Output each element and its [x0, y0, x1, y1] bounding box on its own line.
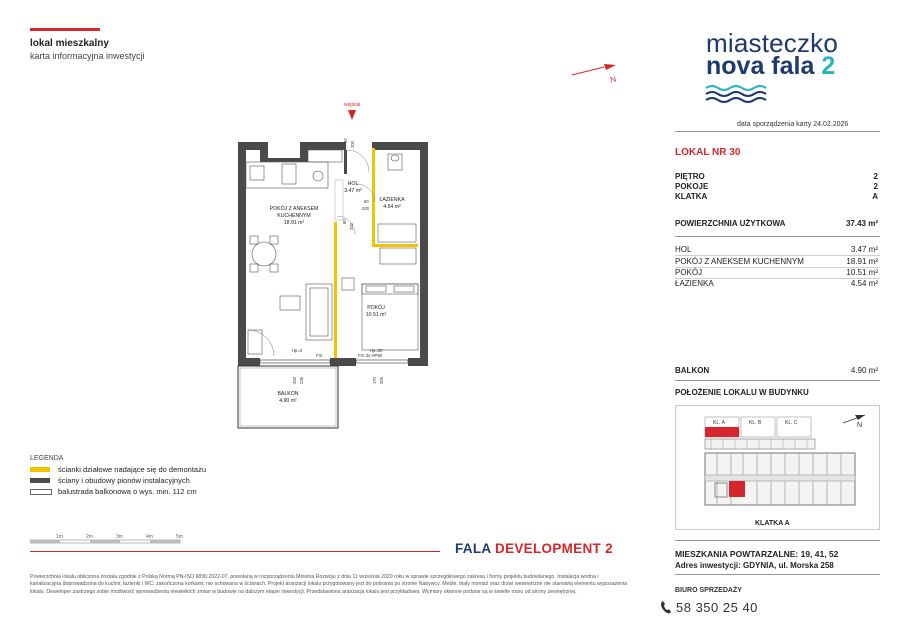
scale-label: 4m	[146, 534, 153, 540]
klatka-label: KL. A	[713, 420, 725, 426]
room-area-bath: 4.54 m²	[383, 204, 401, 210]
dim-label: 170	[372, 377, 377, 384]
room-area: 18.91 m²	[846, 257, 878, 266]
balcony-value: 4.90 m²	[850, 366, 878, 375]
demountable-partitions	[334, 148, 418, 358]
room-area: 4.54 m²	[850, 279, 878, 288]
attr-label: PIĘTRO	[675, 172, 705, 181]
dim-label: 90	[343, 138, 348, 143]
dim-label: 200	[350, 141, 355, 148]
scale-label: 5m	[176, 534, 183, 540]
window	[260, 360, 330, 363]
divider	[675, 131, 880, 132]
attr-value: A	[872, 192, 878, 201]
repeat-units: MIESZKANIA POWTARZALNE: 19, 41, 52	[675, 549, 839, 559]
dim-label: FIX do HP90	[358, 353, 382, 358]
wall-structure	[238, 142, 428, 366]
attr-value: 2	[873, 182, 878, 191]
attr-label: POKOJE	[675, 182, 709, 191]
room-label-balcony: BALKON	[277, 391, 299, 397]
room-name: POKÓJ	[675, 268, 703, 277]
legend-item: balustrada balkonowa o wys. min. 112 cm	[58, 487, 197, 496]
entrance-label: wejście	[344, 102, 361, 108]
entrance-arrow-icon	[348, 110, 356, 120]
room-label-kitchen: KUCHENNYM	[277, 213, 311, 219]
dim-label: Hp=30	[370, 348, 383, 353]
usable-area-label: POWIERZCHNIA UŻYTKOWA	[675, 219, 786, 228]
klatka-label: KL. C	[785, 420, 798, 426]
shaft	[335, 180, 343, 220]
phone-icon	[660, 600, 672, 614]
dim-label: 236	[299, 377, 304, 384]
developer-brand: FALA DEVELOPMENT 2	[455, 541, 613, 556]
document-title: lokal mieszkalny	[30, 38, 109, 49]
usable-area-value: 37.43 m²	[845, 219, 878, 228]
room-area: 10.51 m²	[846, 268, 878, 277]
window	[356, 360, 408, 363]
divider	[675, 236, 880, 237]
room-name: HOL	[675, 245, 692, 254]
room-area: 3.47 m²	[850, 245, 878, 254]
dim-label: 200	[349, 223, 354, 230]
room-label-bath: ŁAZIENKA	[379, 197, 405, 203]
dim-label: 206	[379, 377, 384, 384]
room-label-hol: HOL	[347, 181, 359, 187]
card-date: data sporządzenia karty 24.02.2026	[737, 121, 849, 128]
divider	[675, 574, 880, 575]
scale-bar	[30, 530, 195, 546]
legend-item: ścianki działowe nadające się do demontażu	[58, 465, 207, 474]
logo-line2: nova fala 2	[706, 52, 836, 80]
dim-label: 250	[292, 377, 297, 384]
scale-label: 3m	[116, 534, 123, 540]
room-label-kitchen: POKÓJ Z ANEKSEM	[269, 206, 319, 212]
logo-waves-icon	[704, 84, 774, 104]
location-title: POŁOŻENIE LOKALU W BUDYNKU	[675, 388, 809, 397]
scale-label: 1m	[56, 534, 63, 540]
room-area-balcony: 4.90 m²	[279, 398, 297, 404]
balcony-outline	[238, 366, 338, 428]
attr-label: KLATKA	[675, 192, 708, 201]
investment-address: Adres inwestycji: GDYNIA, ul. Morska 258	[675, 561, 834, 570]
room-label-room: POKÓJ	[367, 305, 385, 311]
divider	[675, 540, 880, 541]
legend-swatch-demount	[30, 467, 50, 472]
attr-value: 2	[873, 172, 878, 181]
legend-title: LEGENDA	[30, 455, 64, 462]
footer-line	[30, 551, 440, 552]
room-name: POKÓJ Z ANEKSEM KUCHENNYM	[675, 257, 804, 266]
room-name: ŁAZIENKA	[675, 279, 714, 288]
dim-label: 80	[364, 199, 369, 204]
balcony-label: BALKON	[675, 366, 710, 375]
room-area-kitchen: 18.91 m²	[283, 220, 305, 226]
header-accent-bar	[30, 28, 100, 31]
footnote: Powierzchnia lokalu obliczona zostala zgodnie z Polską Normą PN-ISO 9836:2022-07, powołaną w rozporządzeniu Ministra Rozwoju z dnia 11 września 2020 roku w sprawie szczegółowego zakresu i formy projektu budowlanego. Instalacja wodna i kanalizacyjna doprowadzona do kuchni, łazienki i WC, zakończona korkami, nie schowana w ścianach. Projekt aranżacji lokalu przygotowany jest do pobrania po stronie Nabywcy. Meble, biały montaż oraz drzwi wewnętrzne nie stanowią elementu wyposażenia lokalu. Deweloper zastrzega sobie możliwość wprowadzenia niewielkich zmian w budowie na dalszym etapie inwestycji. Przedstawiona aranżacja lokalu jest przykładowa. Wymiary okienne podane są w świetle muru od strony zewnętrznej.	[30, 574, 628, 595]
legend-item: ściany i obudowy pionów instalacyjnych	[58, 476, 190, 485]
document-subtitle: karta informacyjna inwestycji	[30, 51, 145, 61]
floor-plan	[230, 98, 445, 438]
scale-label: 2m	[86, 534, 93, 540]
row-divider	[675, 255, 880, 256]
location-caption: KLATKA A	[755, 520, 790, 527]
legend-swatch-wall	[30, 478, 50, 483]
logo-line1: miasteczko	[706, 28, 839, 58]
sofa	[280, 284, 332, 340]
divider	[675, 380, 880, 381]
dim-label: FIX	[316, 353, 323, 358]
svg-text:N: N	[857, 422, 863, 429]
legend-swatch-railing	[30, 489, 52, 495]
sales-phone[interactable]: 58 350 25 40	[676, 600, 758, 615]
sales-office-label: BIURO SPRZEDAŻY	[675, 587, 742, 594]
room-area-room: 10.51 m²	[365, 312, 387, 318]
room-area-hol: 3.47 m²	[344, 188, 362, 194]
north-arrow-icon	[570, 58, 630, 88]
dim-label: 80	[342, 219, 347, 224]
dim-label: Hp=0	[292, 348, 303, 353]
dining-set	[250, 236, 278, 272]
svg-text:N: N	[609, 74, 618, 85]
building-location-map	[675, 405, 880, 530]
dim-label: 200	[362, 206, 369, 211]
unit-name: LOKAL NR 30	[675, 147, 741, 158]
klatka-label: KL. B	[749, 420, 762, 426]
